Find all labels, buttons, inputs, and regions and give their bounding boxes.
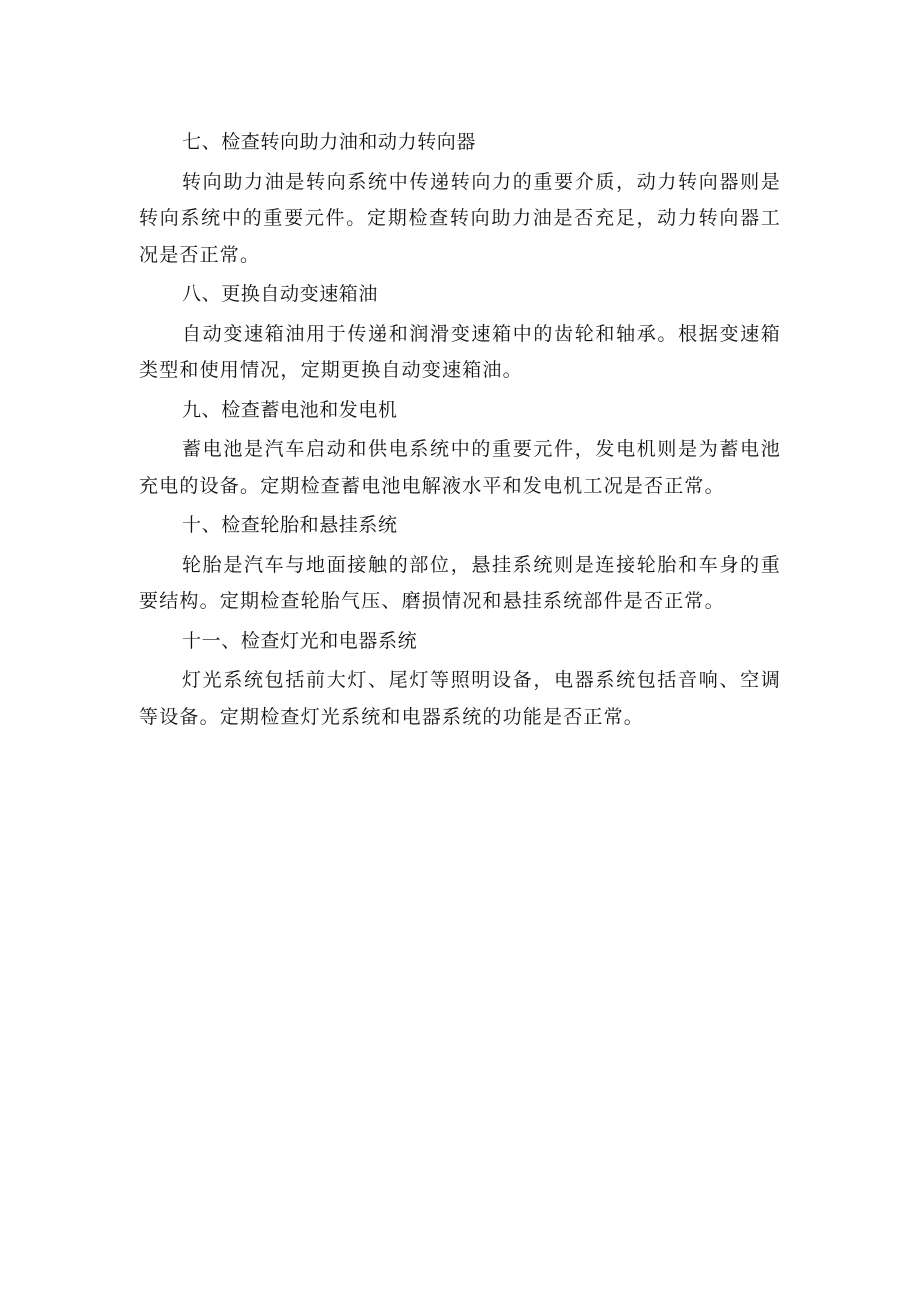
section-heading: 十一、检查灯光和电器系统	[182, 629, 418, 652]
section-paragraph: 自动变速箱油用于传递和润滑变速箱中的齿轮和轴承。根据变速箱类型和使用情况，定期更换自动变速箱油。	[139, 322, 781, 381]
section-heading: 八、更换自动变速箱油	[182, 283, 379, 305]
document-body	[139, 124, 781, 735]
section-paragraph: 蓄电池是汽车启动和供电系统中的重要元件，发电机则是为蓄电池充电的设备。定期检查蓄电池电解液水平和发电机工况是否正常。	[139, 438, 781, 497]
section-11	[139, 623, 781, 736]
section-heading: 十、检查轮胎和悬挂系统	[182, 514, 398, 536]
section-heading: 九、检查蓄电池和发电机	[182, 398, 398, 421]
section-paragraph: 转向助力油是转向系统中传递转向力的重要介质，动力转向器则是转向系统中的重要元件。定期检查转向助力油是否充足，动力转向器工况是否正常。	[139, 170, 781, 266]
section-8	[139, 276, 781, 389]
section-10	[139, 507, 781, 620]
section-paragraph: 灯光系统包括前大灯、尾灯等照明设备，电器系统包括音响、空调等设备。定期检查灯光系统和电器系统的功能是否正常。	[139, 669, 781, 728]
section-heading: 七、检查转向助力油和动力转向器	[182, 131, 477, 153]
section-9	[139, 392, 781, 505]
section-paragraph: 轮胎是汽车与地面接触的部位，悬挂系统则是连接轮胎和车身的重要结构。定期检查轮胎气压、磨损情况和悬挂系统部件是否正常。	[139, 553, 781, 612]
section-7	[139, 124, 781, 273]
